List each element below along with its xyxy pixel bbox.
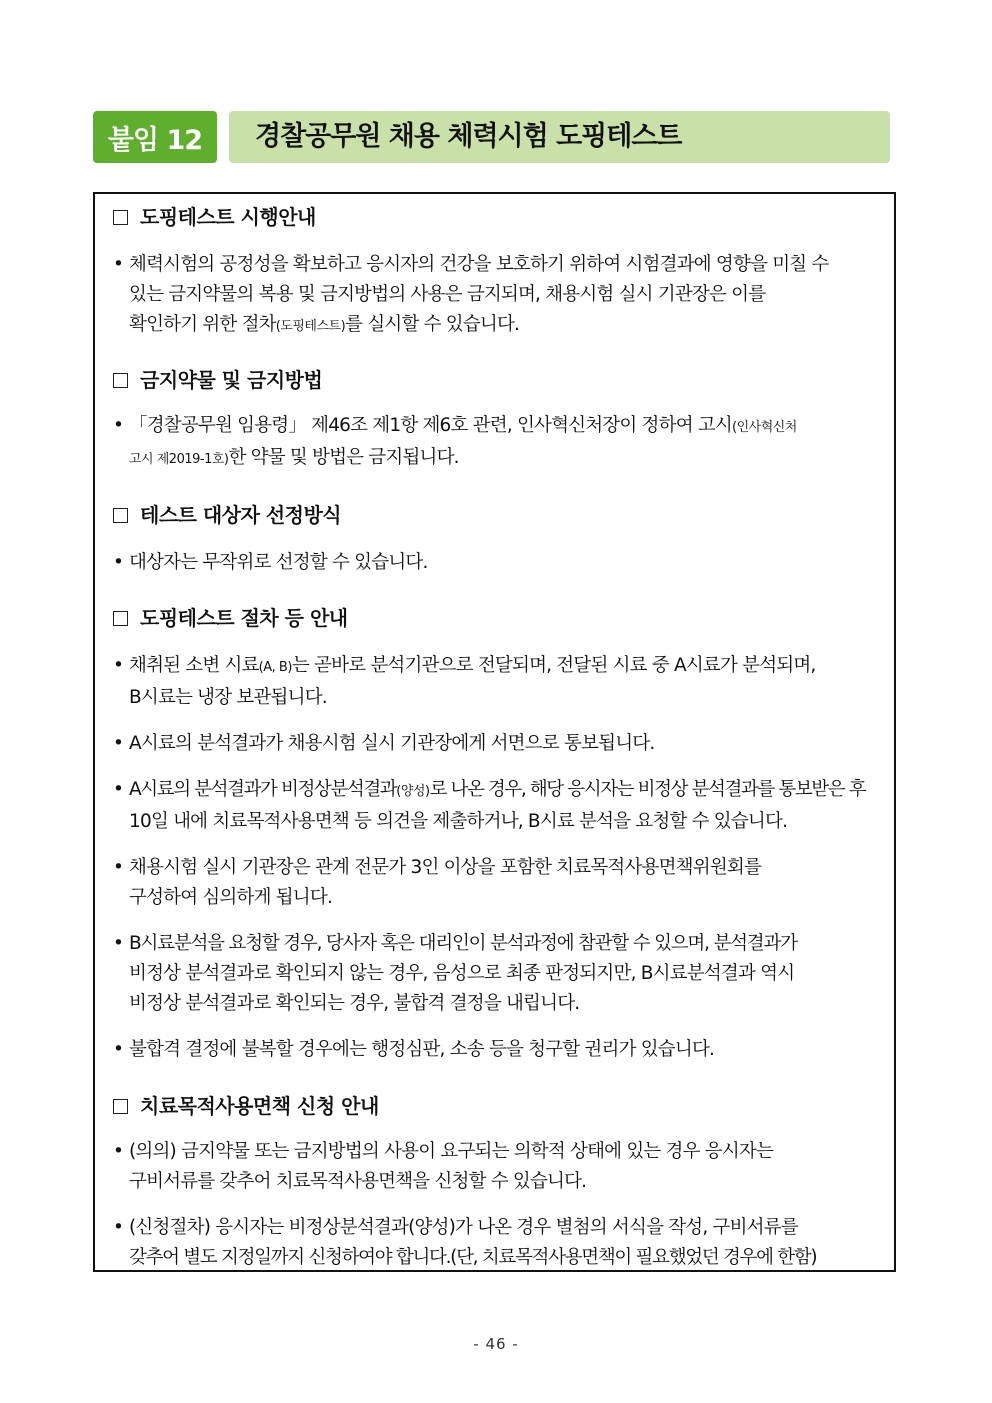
text-line: B시료는 냉장 보관됩니다. [129, 687, 327, 708]
bullet-icon: • [113, 1217, 124, 1238]
list-item [113, 1213, 883, 1273]
text-line: 구성하여 심의하게 됩니다. [129, 887, 333, 908]
text-line: 비정상 분석결과로 확인되지 않는 경우, 음성으로 최종 판정되지만, B시료분석결과 역시 [129, 963, 795, 984]
bullet-icon: • [113, 933, 124, 954]
section-heading-text: 치료목적사용면책 신청 안내 [140, 1094, 379, 1118]
list-item [113, 775, 883, 837]
title-bar [229, 111, 890, 163]
section-heading [113, 1091, 883, 1121]
list-item [113, 250, 883, 342]
bullet-icon: • [113, 415, 124, 436]
section-heading-text: 금지약물 및 금지방법 [140, 368, 323, 392]
checkbox-square-icon [113, 1099, 128, 1114]
section-target-selection [113, 500, 883, 578]
text-line: 불합격 결정에 불복할 경우에는 행정심판, 소송 등을 청구할 권리가 있습니다. [129, 1039, 715, 1060]
section-heading-text: 테스트 대상자 선정방식 [140, 503, 342, 527]
appendix-tag: 붙임 12 [93, 111, 217, 163]
text-line: 있는 금지약물의 복용 및 금지방법의 사용은 금지되며, 채용시험 실시 기관장은 이를 [129, 284, 766, 305]
bullet-icon: • [113, 733, 124, 754]
section-heading [113, 365, 883, 395]
text-line [129, 310, 883, 342]
list-item [113, 1137, 883, 1197]
content-box [93, 192, 896, 1272]
checkbox-square-icon [113, 373, 128, 388]
text-span: 채취된 소변 시료 [129, 655, 259, 676]
list-item [113, 548, 883, 578]
text-line: (신청절차) 응시자는 비정상분석결과(양성)가 나온 경우 별첨의 서식을 작성, 구비서류를 [129, 1217, 798, 1238]
list-item [113, 411, 883, 475]
section-heading-text: 도핑테스트 절차 등 안내 [140, 606, 348, 630]
text-line: 체력시험의 공정성을 확보하고 응시자의 건강을 보호하기 위하여 시험결과에 영향을 미칠 수 [129, 254, 829, 275]
text-line: 대상자는 무작위로 선정할 수 있습니다. [129, 552, 428, 573]
section-tue-application [113, 1091, 883, 1273]
text-span: 는 곧바로 분석기관으로 전달되며, 전달된 시료 중 A시료가 분석되며, [291, 655, 816, 676]
checkbox-square-icon [113, 508, 128, 523]
bullet-icon: • [113, 552, 124, 573]
section-heading-text: 도핑테스트 시행안내 [140, 205, 316, 229]
text-line [129, 651, 883, 683]
section-procedure [113, 603, 883, 1065]
list-item [113, 651, 883, 713]
list-item [113, 929, 883, 1019]
text-span: 를 실시할 수 있습니다. [345, 314, 520, 335]
page-header [93, 111, 890, 163]
bullet-icon: • [113, 1039, 124, 1060]
bullet-icon: • [113, 857, 124, 878]
list-item [113, 853, 883, 913]
page-number: - 46 - [473, 1335, 519, 1353]
bullet-icon: • [113, 1141, 124, 1162]
list-item [113, 729, 883, 759]
text-small: (양성) [396, 784, 430, 799]
text-line: 채용시험 실시 기관장은 관계 전문가 3인 이상을 포함한 치료목적사용면책위원회를 [129, 857, 762, 878]
text-line [129, 411, 883, 443]
bullet-icon: • [113, 655, 124, 676]
text-small: 고시 제2019-1호) [129, 452, 229, 467]
text-span: 로 나온 경우, 해당 응시자는 비정상 분석결과를 통보받은 후 [429, 779, 866, 800]
text-line: 갖추어 별도 지정일까지 신청하여야 합니다.(단, 치료목적사용면책이 필요했었던 경우에 한함) [129, 1247, 817, 1268]
section-heading [113, 603, 883, 633]
checkbox-square-icon [113, 611, 128, 626]
bullet-icon: • [113, 779, 124, 800]
section-doping-guide [113, 202, 883, 342]
text-line: 10일 내에 치료목적사용면책 등 의견을 제출하거나, B시료 분석을 요청할 수 있습니다. [129, 811, 788, 832]
checkbox-square-icon [113, 210, 128, 225]
text-line: (의의) 금지약물 또는 금지방법의 사용이 요구되는 의학적 상태에 있는 경우 응시자는 [129, 1141, 774, 1162]
text-line [129, 775, 883, 807]
text-line: A시료의 분석결과가 채용시험 실시 기관장에게 서면으로 통보됩니다. [129, 733, 655, 754]
section-heading [113, 500, 883, 530]
text-line: 비정상 분석결과로 확인되는 경우, 불합격 결정을 내립니다. [129, 993, 580, 1014]
list-item [113, 1035, 883, 1065]
section-banned-substances [113, 365, 883, 475]
section-heading [113, 202, 883, 232]
text-small: (도핑테스트) [275, 319, 346, 334]
text-small: (인사혁신처 [732, 420, 797, 435]
text-line: 구비서류를 갖추어 치료목적사용면책을 신청할 수 있습니다. [129, 1171, 587, 1192]
text-small: (A, B) [258, 660, 292, 675]
text-span: 확인하기 위한 절차 [129, 314, 276, 335]
text-span: 한 약물 및 방법은 금지됩니다. [228, 447, 459, 468]
text-span: 「경찰공무원 임용령」 제46조 제1항 제6호 관련, 인사혁신처장이 정하여 고시 [129, 415, 732, 436]
page-title: 경찰공무원 채용 체력시험 도핑테스트 [255, 121, 682, 152]
text-line: B시료분석을 요청할 경우, 당사자 혹은 대리인이 분석과정에 참관할 수 있으며, 분석결과가 [129, 933, 797, 954]
text-line [129, 443, 883, 475]
bullet-icon: • [113, 254, 124, 275]
text-span: A시료의 분석결과가 비정상분석결과 [129, 779, 397, 800]
